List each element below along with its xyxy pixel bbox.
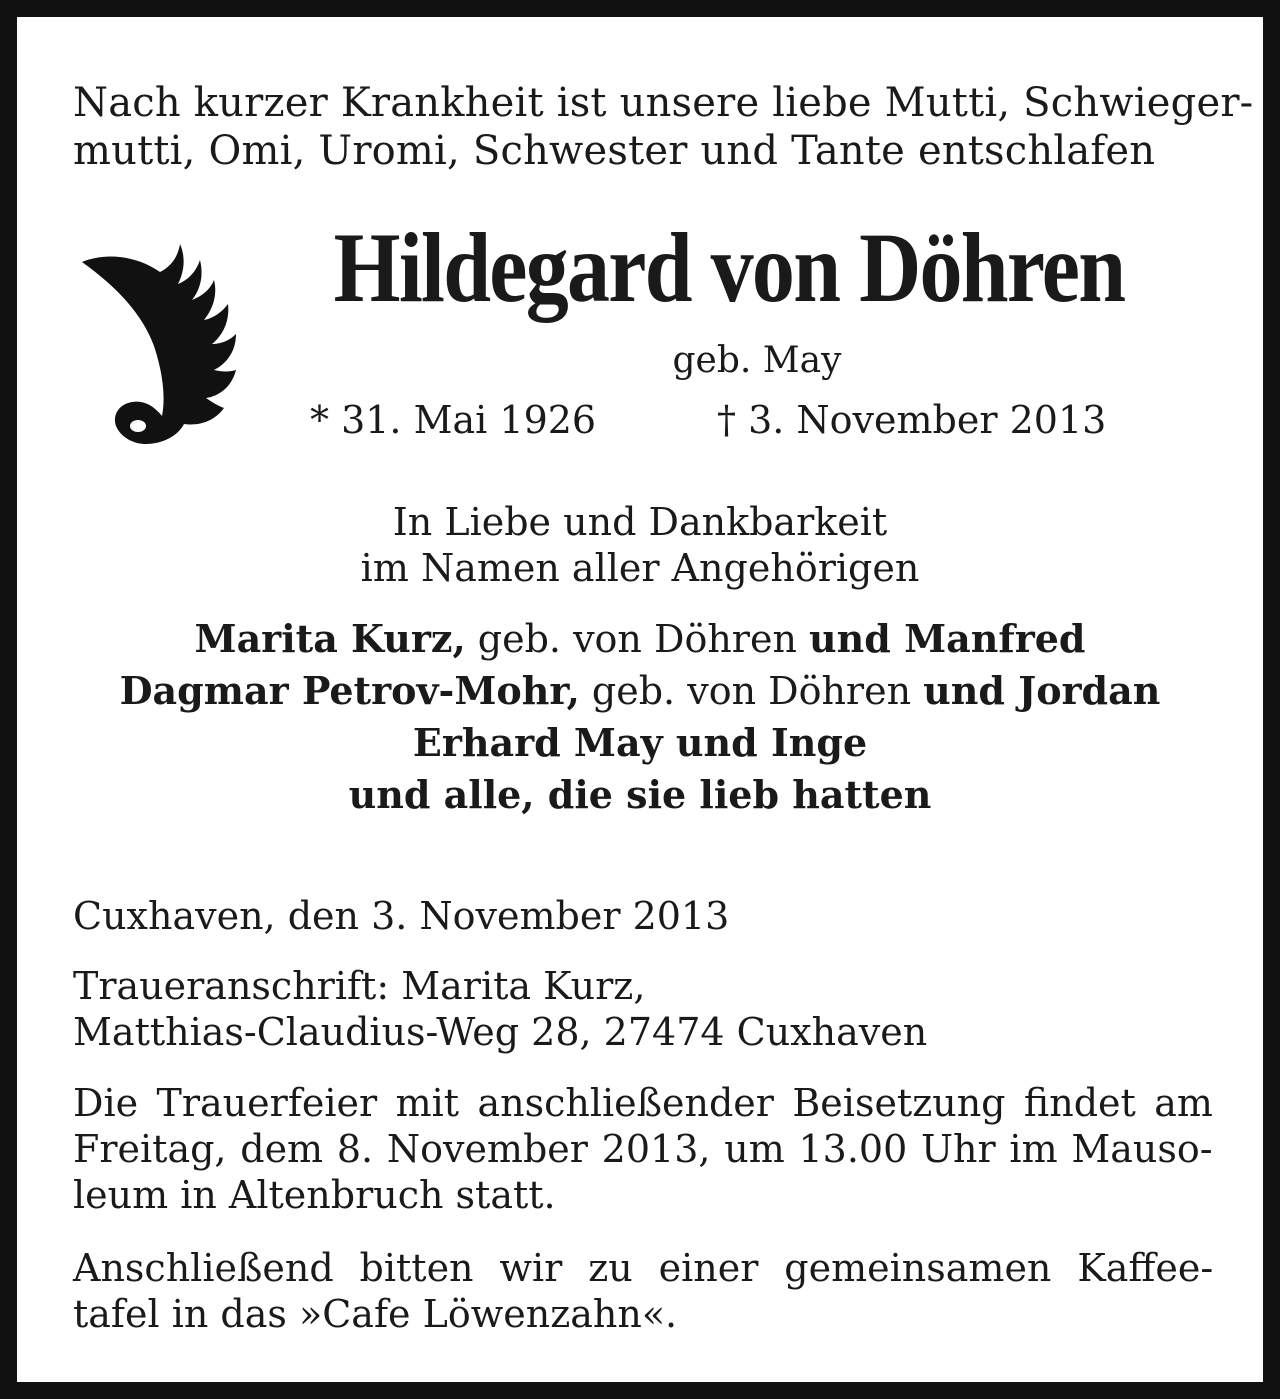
mourning-address: [73, 963, 1213, 1055]
thanks-line: In Liebe und Dankbarkeit: [392, 500, 888, 544]
antler-emblem-icon: [62, 230, 242, 450]
family-line: [17, 613, 1263, 665]
family-list: [17, 613, 1263, 821]
family-name: Marita Kurz,: [194, 616, 466, 661]
coffee-text: [73, 1245, 1213, 1337]
intro-text: [73, 79, 1254, 175]
place-date-line: Cuxhaven, den 3. November 2013: [73, 894, 730, 938]
address-line: Matthias-Claudius-Weg 28, 27474 Cuxhaven: [73, 1010, 928, 1054]
place-date: [73, 893, 1213, 939]
ceremony-line: Die Trauerfeier mit anschließender Beisetzung findet am: [73, 1081, 1213, 1125]
family-partner: und Jordan: [923, 668, 1161, 713]
intro-line: mutti, Omi, Uromi, Schwester und Tante entschlafen: [73, 128, 1156, 174]
family-line: [17, 665, 1263, 717]
family-line: [17, 717, 1263, 769]
ceremony-text: [73, 1080, 1213, 1218]
intro-line: Nach kurzer Krankheit ist unsere liebe Mutti, Schwieger-: [73, 80, 1254, 126]
family-note: geb. von Döhren: [579, 669, 924, 713]
death-date: † 3. November 2013: [717, 398, 1107, 442]
family-name: Dagmar Petrov-Mohr,: [119, 668, 580, 713]
family-name: und alle, die sie lieb hatten: [348, 772, 932, 817]
thanks-line: im Namen aller Angehörigen: [360, 546, 920, 590]
ceremony-line: Freitag, dem 8. November 2013, um 13.00 Uhr im Mauso-: [73, 1127, 1213, 1171]
birth-date: * 31. Mai 1926: [310, 398, 597, 442]
coffee-line: Anschließend bitten wir zu einer gemeinsamen Kaffee-: [73, 1246, 1214, 1290]
family-name: Erhard May und Inge: [412, 720, 868, 765]
coffee-line: tafel in das »Cafe Löwenzahn«.: [73, 1292, 678, 1336]
address-line: Traueranschrift: Marita Kurz,: [73, 964, 646, 1008]
ceremony-line: leum in Altenbruch statt.: [73, 1173, 556, 1217]
family-note: geb. von Döhren: [465, 617, 810, 661]
family-line: [17, 769, 1263, 821]
deceased-name: Hildegard von Döhren: [333, 212, 1125, 323]
family-partner: und Manfred: [809, 616, 1086, 661]
thanks-text: [17, 499, 1263, 591]
maiden-name: geb. May: [672, 340, 842, 381]
